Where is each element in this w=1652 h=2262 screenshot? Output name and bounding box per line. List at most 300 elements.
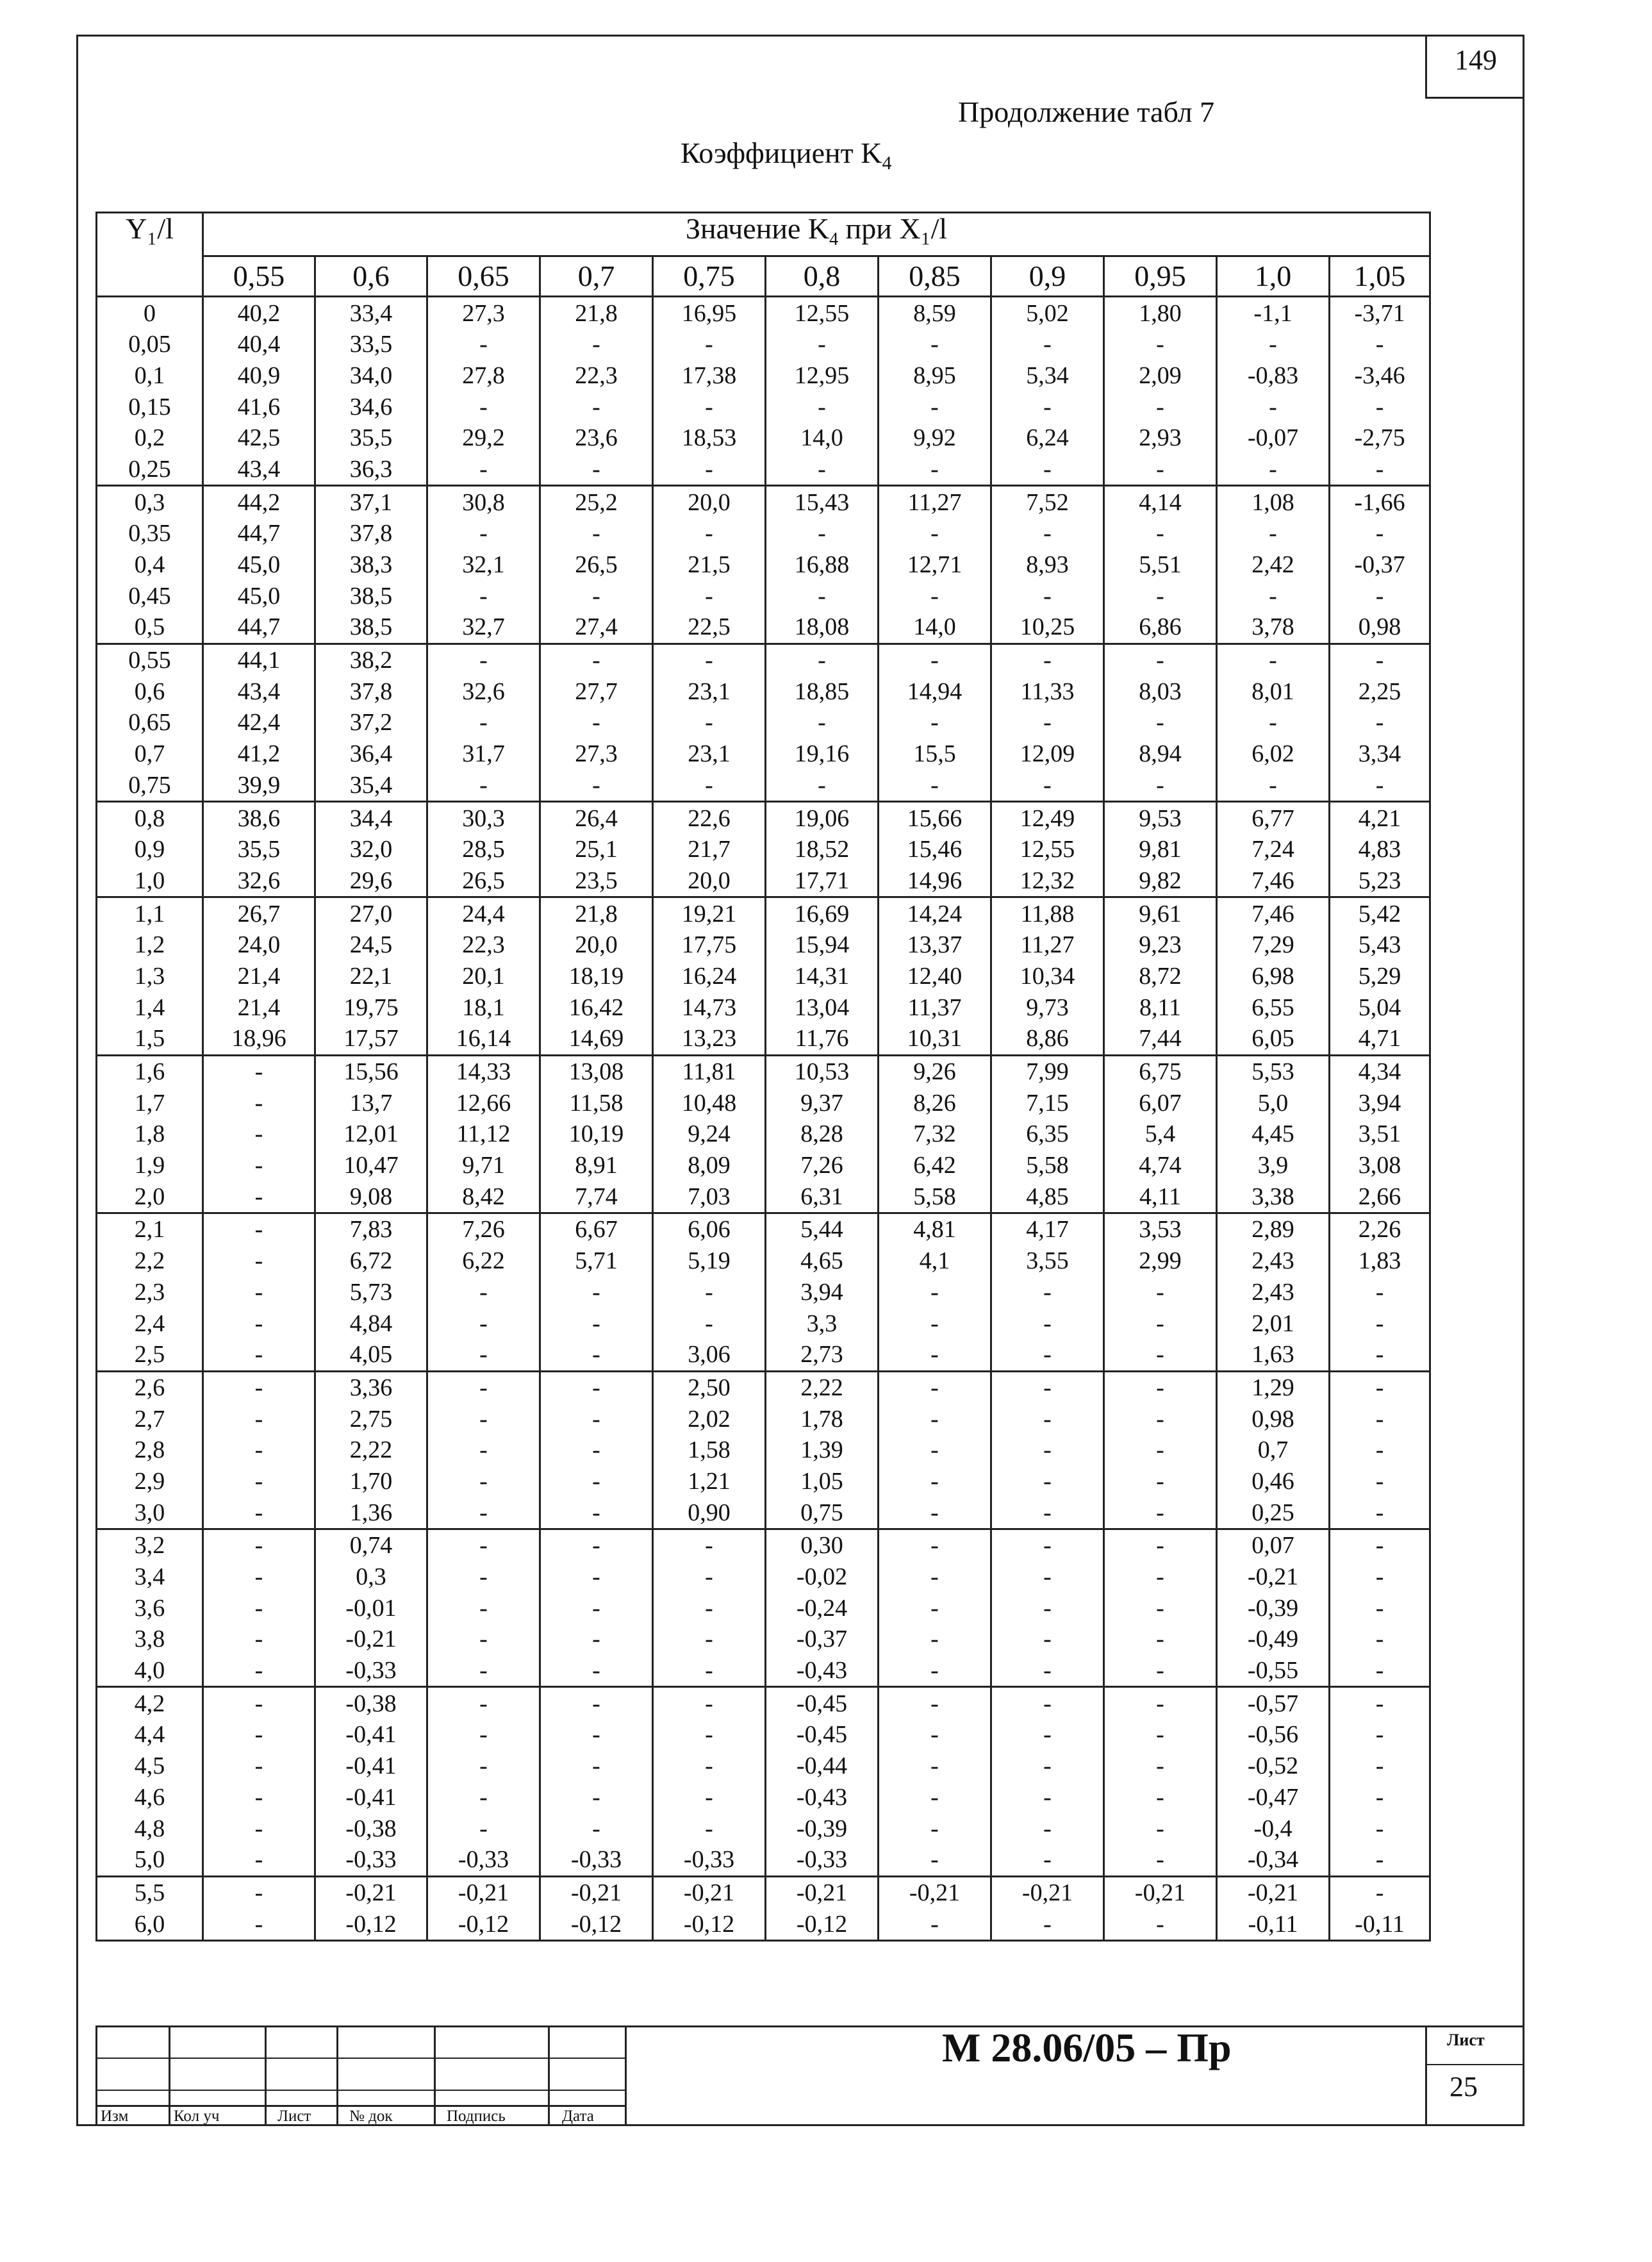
row-header-cell: 1,6	[97, 1055, 203, 1087]
row-header-cell: 4,0	[97, 1655, 203, 1687]
value-cell: -0,11	[1217, 1908, 1330, 1940]
value-cell: -	[653, 454, 766, 486]
value-cell: 18,53	[653, 422, 766, 454]
value-cell: -	[203, 1561, 315, 1593]
value-cell: -	[879, 1592, 991, 1624]
row-header-cell: 1,9	[97, 1150, 203, 1181]
value-cell: -0,45	[766, 1687, 879, 1719]
value-cell: 2,99	[1104, 1245, 1217, 1277]
row-header-cell: 3,8	[97, 1624, 203, 1655]
value-cell: -0,57	[1217, 1687, 1330, 1719]
value-cell: -	[991, 580, 1104, 611]
value-cell: 9,26	[879, 1055, 991, 1087]
value-cell: -0,4	[1217, 1813, 1330, 1844]
table-row	[97, 580, 1430, 611]
value-cell: 26,4	[540, 802, 653, 834]
table-row	[97, 1023, 1430, 1055]
value-cell: -	[203, 1844, 315, 1876]
value-cell: 1,36	[315, 1497, 427, 1529]
value-cell: 26,5	[427, 865, 540, 897]
value-cell: -0,43	[766, 1655, 879, 1687]
value-cell: -	[879, 1466, 991, 1497]
value-cell: -	[653, 1751, 766, 1782]
row-header-cell: 1,5	[97, 1023, 203, 1055]
value-cell: -	[1330, 1339, 1430, 1371]
value-cell: -	[540, 707, 653, 738]
value-cell: 20,0	[653, 486, 766, 518]
value-cell: -	[879, 1403, 991, 1435]
value-cell: 27,4	[540, 611, 653, 644]
value-cell: -	[427, 770, 540, 802]
value-cell: -	[653, 1655, 766, 1687]
document-code: М 28.06/05 – Пр	[942, 2025, 1232, 2070]
value-cell: 1,70	[315, 1466, 427, 1497]
value-cell: 0,46	[1217, 1466, 1330, 1497]
value-cell: 3,94	[1330, 1087, 1430, 1119]
value-cell: 38,5	[315, 580, 427, 611]
value-cell: -	[991, 1497, 1104, 1529]
value-cell: -0,11	[1330, 1908, 1430, 1940]
value-cell: -	[427, 1782, 540, 1813]
value-cell: -	[203, 1655, 315, 1687]
table-row	[97, 549, 1430, 581]
value-cell: -	[1330, 770, 1430, 802]
table-row	[97, 391, 1430, 422]
value-cell: 23,1	[653, 676, 766, 707]
value-cell: -	[427, 1497, 540, 1529]
value-cell: -	[1330, 329, 1430, 360]
value-cell: 6,42	[879, 1150, 991, 1181]
value-cell: 11,58	[540, 1087, 653, 1119]
value-cell: -	[427, 454, 540, 486]
value-cell: 7,44	[1104, 1023, 1217, 1055]
row-header-cell: 3,6	[97, 1592, 203, 1624]
value-cell: -	[1104, 391, 1217, 422]
value-cell: 7,52	[991, 486, 1104, 518]
value-cell: 5,73	[315, 1277, 427, 1308]
value-cell: -	[879, 518, 991, 549]
value-cell: -0,33	[540, 1844, 653, 1876]
value-cell: 25,2	[540, 486, 653, 518]
value-cell: 1,05	[766, 1466, 879, 1497]
value-cell: 8,95	[879, 360, 991, 392]
value-cell: -	[879, 1371, 991, 1403]
value-cell: -	[203, 1592, 315, 1624]
value-cell: 22,6	[653, 802, 766, 834]
value-cell: 6,24	[991, 422, 1104, 454]
value-cell: 1,29	[1217, 1371, 1330, 1403]
value-cell: -	[203, 1435, 315, 1466]
value-cell: 6,67	[540, 1213, 653, 1245]
value-cell: 6,02	[1217, 738, 1330, 770]
row-header-cell: 1,7	[97, 1087, 203, 1119]
value-cell: 22,3	[540, 360, 653, 392]
table-row	[97, 1403, 1430, 1435]
table-row	[97, 329, 1430, 360]
value-cell: 5,19	[653, 1245, 766, 1277]
value-cell: -	[1104, 1529, 1217, 1561]
value-cell: 34,6	[315, 391, 427, 422]
value-cell: 37,8	[315, 518, 427, 549]
title-block-label: Подпись	[447, 2108, 506, 2125]
value-cell: -	[203, 1213, 315, 1245]
value-cell: -	[540, 1497, 653, 1529]
corner-header: Y₁/l	[97, 213, 203, 297]
value-cell: 21,4	[203, 992, 315, 1023]
column-header: 0,9	[991, 256, 1104, 297]
value-cell: 12,66	[427, 1087, 540, 1119]
row-header-cell: 1,1	[97, 897, 203, 929]
value-cell: -	[1104, 1435, 1217, 1466]
value-cell: -	[203, 1339, 315, 1371]
value-cell: 4,1	[879, 1245, 991, 1277]
value-cell: -	[203, 1687, 315, 1719]
value-cell: -	[879, 770, 991, 802]
value-cell: -	[1330, 1497, 1430, 1529]
value-cell: 8,91	[540, 1150, 653, 1181]
value-cell: -	[879, 329, 991, 360]
value-cell: 4,34	[1330, 1055, 1430, 1087]
value-cell: -	[991, 1844, 1104, 1876]
value-cell: 8,72	[1104, 961, 1217, 992]
value-cell: -	[1330, 1529, 1430, 1561]
column-header: 0,7	[540, 256, 653, 297]
value-cell: -0,02	[766, 1561, 879, 1593]
value-cell: 10,47	[315, 1150, 427, 1181]
table-row	[97, 644, 1430, 676]
value-cell: -	[427, 1435, 540, 1466]
value-cell: 5,42	[1330, 897, 1430, 929]
value-cell: 30,8	[427, 486, 540, 518]
value-cell: -	[653, 329, 766, 360]
row-header-cell: 2,7	[97, 1403, 203, 1435]
value-cell: -	[427, 1403, 540, 1435]
value-cell: 18,85	[766, 676, 879, 707]
value-cell: 18,52	[766, 834, 879, 865]
value-cell: -	[1330, 1277, 1430, 1308]
value-cell: -	[540, 329, 653, 360]
value-cell: 2,43	[1217, 1245, 1330, 1277]
value-cell: 1,78	[766, 1403, 879, 1435]
value-cell: -	[653, 1687, 766, 1719]
value-cell: -	[1104, 1371, 1217, 1403]
row-header-cell: 0,45	[97, 580, 203, 611]
value-cell: 40,4	[203, 329, 315, 360]
value-cell: -	[427, 1308, 540, 1339]
column-header: 0,85	[879, 256, 991, 297]
value-cell: 7,83	[315, 1213, 427, 1245]
value-cell: 3,3	[766, 1308, 879, 1339]
table-row	[97, 1150, 1430, 1181]
value-cell: 15,66	[879, 802, 991, 834]
value-cell: -	[879, 1435, 991, 1466]
value-cell: 5,58	[879, 1181, 991, 1213]
value-cell: -0,07	[1217, 422, 1330, 454]
grid-line	[548, 2025, 550, 2126]
table-row	[97, 611, 1430, 644]
value-cell: 7,99	[991, 1055, 1104, 1087]
value-cell: 44,2	[203, 486, 315, 518]
row-header-cell: 2,0	[97, 1181, 203, 1213]
value-cell: -0,38	[315, 1813, 427, 1844]
value-cell: -0,21	[427, 1876, 540, 1908]
value-cell: 9,92	[879, 422, 991, 454]
value-cell: 33,4	[315, 297, 427, 329]
value-cell: -	[766, 454, 879, 486]
value-cell: 11,81	[653, 1055, 766, 1087]
row-header-cell: 0,6	[97, 676, 203, 707]
value-cell: 8,09	[653, 1150, 766, 1181]
value-cell: 7,46	[1217, 865, 1330, 897]
value-cell: 4,83	[1330, 834, 1430, 865]
value-cell: 9,73	[991, 992, 1104, 1023]
value-cell: -	[427, 1592, 540, 1624]
value-cell: 28,5	[427, 834, 540, 865]
value-cell: -	[653, 707, 766, 738]
grid-line	[434, 2025, 436, 2126]
value-cell: -	[427, 644, 540, 676]
value-cell: 8,01	[1217, 676, 1330, 707]
value-cell: 4,05	[315, 1339, 427, 1371]
value-cell: -	[1104, 1687, 1217, 1719]
value-cell: -	[653, 644, 766, 676]
value-cell: 16,69	[766, 897, 879, 929]
value-cell: -	[540, 1466, 653, 1497]
value-cell: -	[653, 1813, 766, 1844]
value-cell: -	[1330, 391, 1430, 422]
value-cell: -	[540, 580, 653, 611]
value-cell: 1,08	[1217, 486, 1330, 518]
value-cell: -	[540, 1529, 653, 1561]
value-cell: 10,25	[991, 611, 1104, 644]
row-header-cell: 1,2	[97, 929, 203, 961]
value-cell: 17,75	[653, 929, 766, 961]
value-cell: -0,49	[1217, 1624, 1330, 1655]
value-cell: -	[540, 1719, 653, 1751]
value-cell: 11,88	[991, 897, 1104, 929]
value-cell: -0,21	[1217, 1876, 1330, 1908]
value-cell: 5,51	[1104, 549, 1217, 581]
value-cell: -	[879, 1497, 991, 1529]
value-cell: 0,90	[653, 1497, 766, 1529]
value-cell: -	[766, 770, 879, 802]
value-cell: -	[1104, 518, 1217, 549]
value-cell: 4,45	[1217, 1119, 1330, 1150]
table-row	[97, 1371, 1430, 1403]
value-cell: -	[203, 1181, 315, 1213]
value-cell: 21,5	[653, 549, 766, 581]
value-cell: 20,0	[540, 929, 653, 961]
value-cell: 45,0	[203, 549, 315, 581]
value-cell: 17,57	[315, 1023, 427, 1055]
value-cell: 2,22	[315, 1435, 427, 1466]
value-cell: 8,94	[1104, 738, 1217, 770]
value-cell: 43,4	[203, 454, 315, 486]
value-cell: 27,7	[540, 676, 653, 707]
row-header-cell: 2,4	[97, 1308, 203, 1339]
value-cell: -2,75	[1330, 422, 1430, 454]
value-cell: -	[540, 391, 653, 422]
value-cell: 26,5	[540, 549, 653, 581]
table-row	[97, 1277, 1430, 1308]
table-body	[97, 297, 1430, 1941]
value-cell: -0,12	[653, 1908, 766, 1940]
value-cell: -	[766, 580, 879, 611]
value-cell: -	[879, 1655, 991, 1687]
value-cell: -	[766, 644, 879, 676]
value-cell: -	[653, 1529, 766, 1561]
value-cell: -	[1104, 770, 1217, 802]
table-row	[97, 1908, 1430, 1940]
value-cell: 0,75	[766, 1497, 879, 1529]
value-cell: 8,26	[879, 1087, 991, 1119]
value-cell: -	[203, 1087, 315, 1119]
table-row	[97, 454, 1430, 486]
value-cell: -0,41	[315, 1782, 427, 1813]
row-header-cell: 4,6	[97, 1782, 203, 1813]
value-cell: 0,98	[1217, 1403, 1330, 1435]
value-cell: -	[427, 1466, 540, 1497]
value-cell: 34,4	[315, 802, 427, 834]
value-cell: 16,95	[653, 297, 766, 329]
value-cell: 35,5	[203, 834, 315, 865]
title-block-label: Дата	[562, 2108, 594, 2125]
value-cell: 6,75	[1104, 1055, 1217, 1087]
value-cell: 2,25	[1330, 676, 1430, 707]
value-cell: -	[540, 1435, 653, 1466]
value-cell: 21,8	[540, 297, 653, 329]
value-cell: 1,39	[766, 1435, 879, 1466]
value-cell: -	[1104, 644, 1217, 676]
value-cell: -	[991, 1339, 1104, 1371]
value-cell: -	[879, 1561, 991, 1593]
table-row	[97, 297, 1430, 329]
value-cell: 8,93	[991, 549, 1104, 581]
span-header: Значение $K_4$ при X₁/l	[203, 213, 1430, 256]
value-cell: 33,5	[315, 329, 427, 360]
value-cell: 8,28	[766, 1119, 879, 1150]
value-cell: -	[991, 391, 1104, 422]
value-cell: 7,15	[991, 1087, 1104, 1119]
value-cell: 32,1	[427, 549, 540, 581]
row-header-cell: 3,2	[97, 1529, 203, 1561]
table-row	[97, 770, 1430, 802]
value-cell: -	[653, 1561, 766, 1593]
value-cell: -	[427, 1719, 540, 1751]
column-header-row	[97, 256, 1430, 297]
row-header-cell: 2,3	[97, 1277, 203, 1308]
table-row	[97, 1087, 1430, 1119]
value-cell: 3,51	[1330, 1119, 1430, 1150]
value-cell: 35,4	[315, 770, 427, 802]
value-cell: -	[427, 1529, 540, 1561]
value-cell: 6,31	[766, 1181, 879, 1213]
value-cell: 15,94	[766, 929, 879, 961]
grid-line	[1425, 2025, 1427, 2126]
value-cell: -0,12	[315, 1908, 427, 1940]
table-row	[97, 865, 1430, 897]
value-cell: -	[1104, 1561, 1217, 1593]
value-cell: -	[540, 1277, 653, 1308]
value-cell: -	[1104, 1655, 1217, 1687]
value-cell: 19,21	[653, 897, 766, 929]
value-cell: -	[203, 1055, 315, 1087]
value-cell: 0,98	[1330, 611, 1430, 644]
page-number: 149	[1425, 35, 1524, 99]
value-cell: 5,02	[991, 297, 1104, 329]
value-cell: -0,33	[766, 1844, 879, 1876]
value-cell: -	[879, 1339, 991, 1371]
value-cell: -	[1104, 1751, 1217, 1782]
value-cell: 10,53	[766, 1055, 879, 1087]
table-row	[97, 1213, 1430, 1245]
table-row	[97, 1876, 1430, 1908]
value-cell: -	[1330, 707, 1430, 738]
value-cell: -	[427, 1624, 540, 1655]
value-cell: -	[653, 1308, 766, 1339]
value-cell: -	[540, 1655, 653, 1687]
row-header-cell: 2,9	[97, 1466, 203, 1497]
value-cell: 16,42	[540, 992, 653, 1023]
value-cell: -	[991, 1908, 1104, 1940]
value-cell: -	[427, 329, 540, 360]
value-cell: 3,08	[1330, 1150, 1430, 1181]
value-cell: 10,19	[540, 1119, 653, 1150]
row-header-cell: 2,5	[97, 1339, 203, 1371]
value-cell: -	[540, 1687, 653, 1719]
value-cell: -	[203, 1245, 315, 1277]
value-cell: 24,0	[203, 929, 315, 961]
value-cell: -0,12	[427, 1908, 540, 1940]
row-header-cell: 0,1	[97, 360, 203, 392]
value-cell: -	[1104, 1497, 1217, 1529]
value-cell: 31,7	[427, 738, 540, 770]
value-cell: -	[766, 391, 879, 422]
value-cell: -	[427, 580, 540, 611]
value-cell: -	[1330, 1876, 1430, 1908]
value-cell: 6,72	[315, 1245, 427, 1277]
value-cell: 6,98	[1217, 961, 1330, 992]
row-header-cell: 0,2	[97, 422, 203, 454]
value-cell: 14,94	[879, 676, 991, 707]
value-cell: -	[653, 580, 766, 611]
value-cell: -	[879, 1308, 991, 1339]
value-cell: 12,71	[879, 549, 991, 581]
value-cell: 22,5	[653, 611, 766, 644]
value-cell: -	[879, 580, 991, 611]
column-header: 0,6	[315, 256, 427, 297]
value-cell: -	[540, 1813, 653, 1844]
value-cell: 34,0	[315, 360, 427, 392]
row-header-cell: 1,3	[97, 961, 203, 992]
value-cell: 18,1	[427, 992, 540, 1023]
value-cell: -0,47	[1217, 1782, 1330, 1813]
value-cell: 3,38	[1217, 1181, 1330, 1213]
value-cell: -	[1330, 1371, 1430, 1403]
value-cell: 4,84	[315, 1308, 427, 1339]
value-cell: -	[766, 329, 879, 360]
grid-line	[1425, 2064, 1524, 2065]
row-header-cell: 0,7	[97, 738, 203, 770]
value-cell: -	[991, 770, 1104, 802]
row-header-cell: 2,2	[97, 1245, 203, 1277]
value-cell: -	[203, 1813, 315, 1844]
value-cell: 12,55	[991, 834, 1104, 865]
column-header: 0,75	[653, 256, 766, 297]
table-row	[97, 1687, 1430, 1719]
value-cell: -	[991, 1655, 1104, 1687]
value-cell: 27,3	[427, 297, 540, 329]
